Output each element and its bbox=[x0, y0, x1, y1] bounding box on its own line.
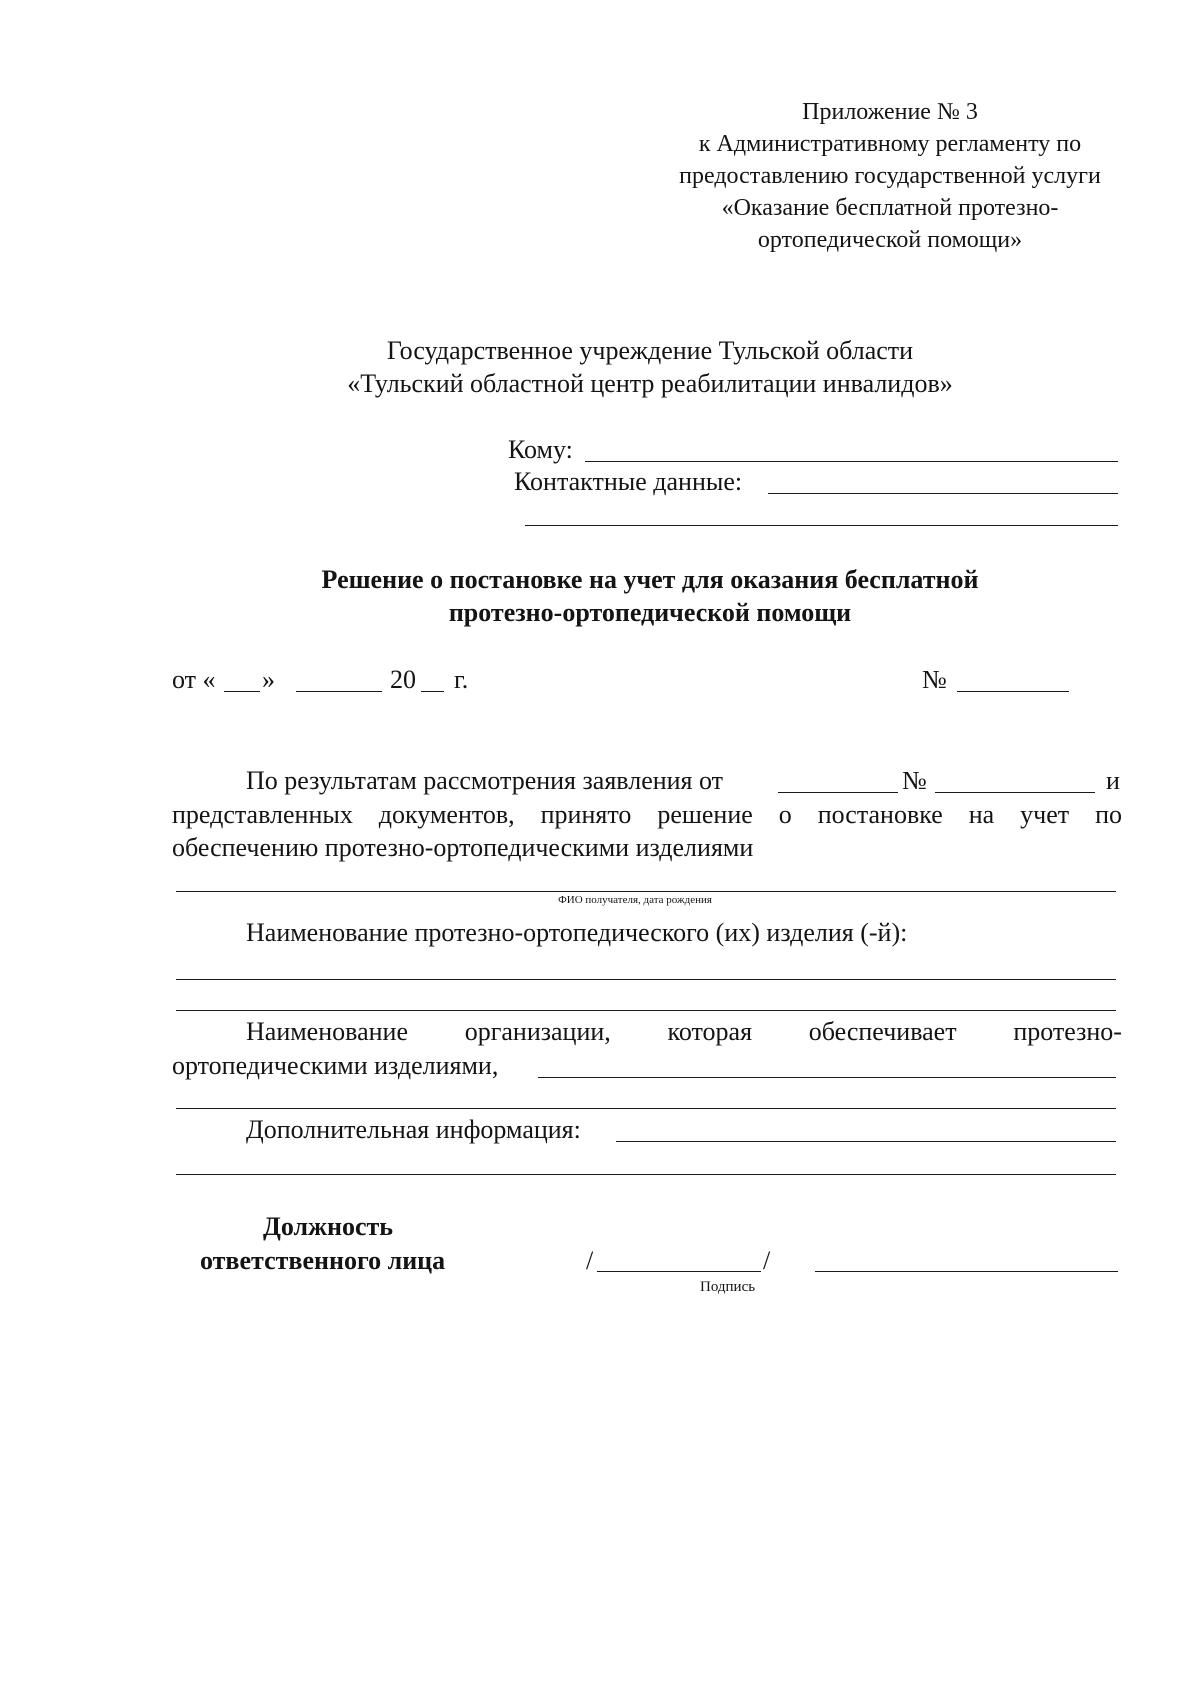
org-word: организации, bbox=[464, 1017, 611, 1046]
institution-line: Государственное учреждение Тульской области bbox=[386, 336, 914, 365]
signatory-name-field[interactable] bbox=[815, 1271, 1118, 1272]
decision-number-sign: № bbox=[922, 665, 947, 694]
position-title-line2: ответственного лица bbox=[200, 1246, 446, 1275]
date-year-suffix: г. bbox=[454, 665, 469, 694]
to-label: Кому: bbox=[508, 435, 573, 464]
product-label: Наименование протезно-ортопедического (их) изделия (-й): bbox=[246, 918, 908, 947]
application-number-field[interactable] bbox=[935, 792, 1095, 793]
appendix-line: «Оказание бесплатной протезно- bbox=[721, 195, 1059, 221]
decision-number-field[interactable] bbox=[957, 691, 1069, 692]
product-field-1[interactable] bbox=[176, 979, 1116, 980]
organization-label-line bbox=[246, 1015, 1122, 1048]
conjunction-and: и bbox=[1106, 766, 1120, 795]
date-month-field[interactable] bbox=[296, 691, 382, 692]
date-year-prefix: 20 bbox=[390, 665, 416, 694]
signature-caption: Подпись bbox=[700, 1279, 756, 1295]
application-date-field[interactable] bbox=[778, 792, 898, 793]
additional-info-field-extra[interactable] bbox=[176, 1174, 1116, 1175]
product-field-2[interactable] bbox=[176, 1010, 1116, 1011]
contact-label: Контактные данные: bbox=[514, 467, 743, 496]
appendix-header bbox=[640, 96, 1140, 256]
signature-slash-right: / bbox=[763, 1246, 771, 1275]
signature-slash-left: / bbox=[586, 1246, 594, 1275]
document-title bbox=[150, 563, 1150, 629]
paragraph-line: представленных документов, принято решение о постановке на учет по bbox=[172, 800, 1122, 829]
org-word: Наименование bbox=[246, 1017, 408, 1046]
recipient-fio-field[interactable] bbox=[176, 891, 1116, 892]
institution-name bbox=[250, 334, 1050, 400]
organization-label-cont: ортопедическими изделиями, bbox=[172, 1051, 499, 1080]
paragraph-line: обеспечению протезно-ортопедическими изделиями bbox=[172, 833, 754, 862]
date-day-field[interactable] bbox=[224, 691, 260, 692]
title-line: протезно-ортопедической помощи bbox=[448, 598, 852, 627]
to-field[interactable] bbox=[585, 461, 1118, 462]
additional-info-label: Дополнительная информация: bbox=[246, 1115, 581, 1144]
title-line: Решение о постановке на учет для оказания бесплатной bbox=[321, 565, 979, 594]
organization-field-extra[interactable] bbox=[176, 1108, 1116, 1109]
fio-caption: ФИО получателя, дата рождения bbox=[558, 894, 712, 906]
org-word: протезно- bbox=[1013, 1017, 1122, 1046]
contact-field-extra[interactable] bbox=[525, 525, 1118, 526]
organization-field[interactable] bbox=[538, 1077, 1116, 1078]
contact-field[interactable] bbox=[768, 493, 1118, 494]
appendix-line: к Административному регламенту по bbox=[698, 131, 1082, 157]
appendix-line: предоставлению государственной услуги bbox=[679, 163, 1101, 189]
signature-field[interactable] bbox=[597, 1271, 761, 1272]
institution-line: «Тульский областной центр реабилитации инвалидов» bbox=[347, 369, 953, 398]
date-from-label: от « bbox=[172, 665, 216, 694]
org-word: которая bbox=[667, 1017, 753, 1046]
application-text: По результатам рассмотрения заявления от bbox=[246, 766, 724, 795]
date-close-quote: » bbox=[262, 665, 275, 694]
appendix-number: Приложение № 3 bbox=[802, 99, 978, 125]
appendix-line: ортопедической помощи» bbox=[757, 227, 1023, 253]
org-word: обеспечивает bbox=[808, 1017, 957, 1046]
date-year-field[interactable] bbox=[421, 691, 444, 692]
application-number-sign: № bbox=[902, 766, 927, 795]
position-title-line1: Должность bbox=[263, 1212, 394, 1241]
additional-info-field[interactable] bbox=[616, 1141, 1116, 1142]
